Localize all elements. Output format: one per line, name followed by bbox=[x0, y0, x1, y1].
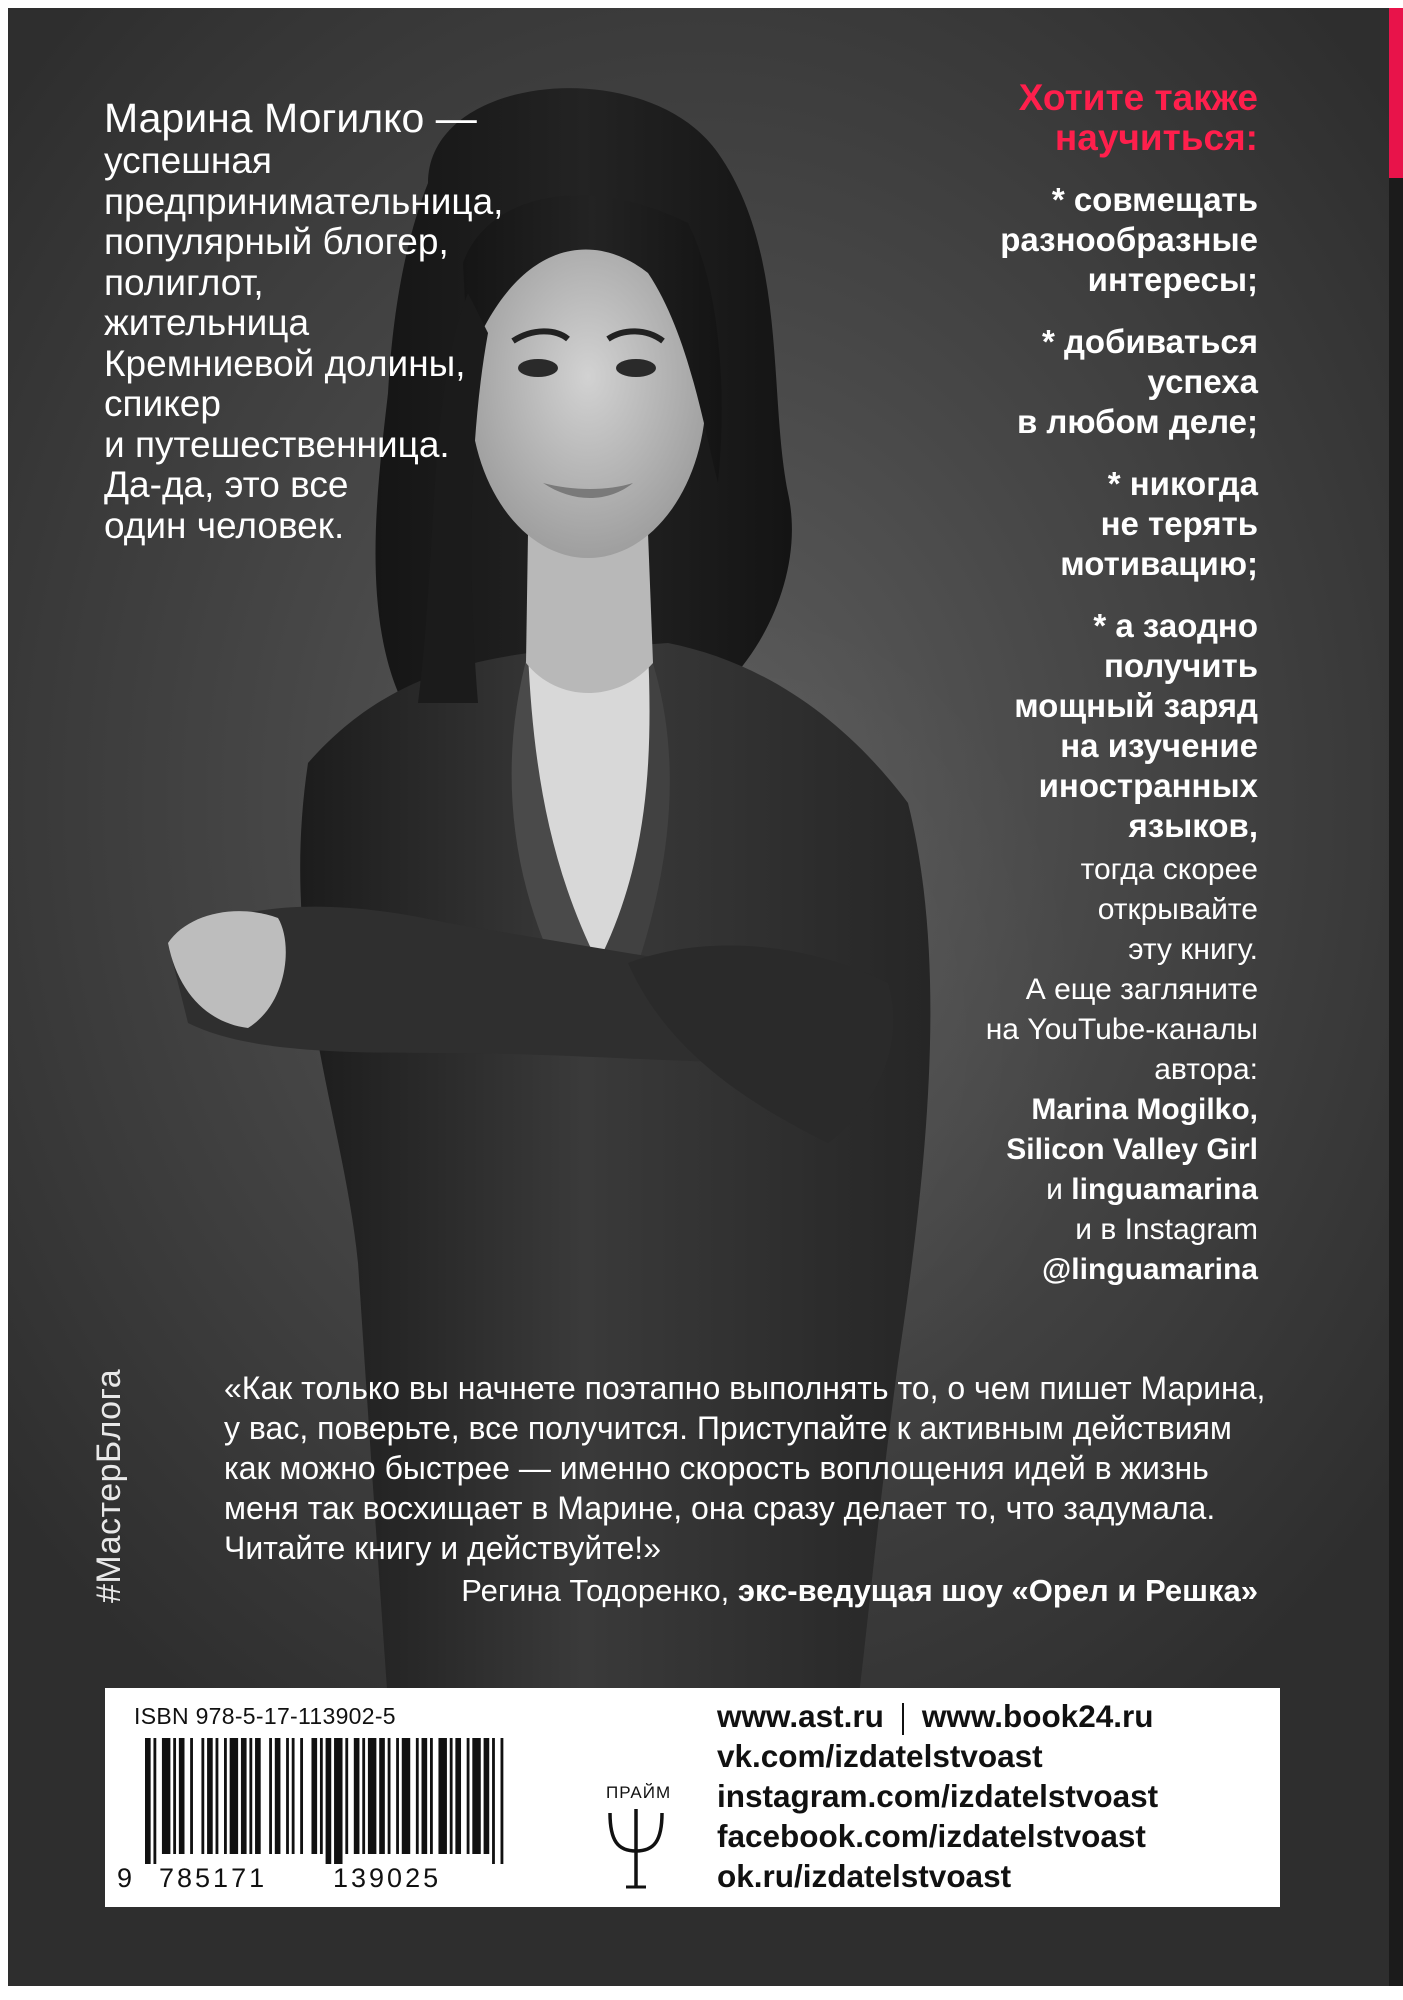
link-book24[interactable]: www.book24.ru bbox=[921, 1698, 1154, 1734]
barcode-bar bbox=[269, 1738, 272, 1854]
barcode-bar bbox=[345, 1738, 348, 1854]
promo-bullet-line: мотивацию; bbox=[1060, 545, 1258, 582]
author-intro-line: полиглот, bbox=[104, 261, 264, 303]
promo-bullet-line: получить bbox=[1103, 647, 1258, 684]
barcode-bar bbox=[286, 1738, 289, 1854]
promo-bullet bbox=[808, 322, 1258, 442]
barcode-bar bbox=[455, 1738, 461, 1854]
back-cover bbox=[8, 8, 1389, 1986]
barcode-bar bbox=[320, 1738, 323, 1854]
publisher-links bbox=[717, 1696, 1158, 1896]
barcode-bar bbox=[201, 1738, 204, 1854]
barcode-bar bbox=[145, 1738, 151, 1864]
promo-bullet-line: не терять bbox=[1100, 505, 1258, 542]
promo-bullet-line: языков, bbox=[1128, 807, 1258, 844]
barcode-digit-group: 9 bbox=[117, 1863, 133, 1893]
barcode-bar bbox=[450, 1738, 453, 1854]
barcode-bar bbox=[492, 1738, 495, 1864]
promo-bullet-line: * совмещать bbox=[1051, 181, 1258, 218]
channel-marina-mogilko: Marina Mogilko, bbox=[1031, 1093, 1258, 1126]
quote-line: Читайте книгу и действуйте!» bbox=[224, 1530, 661, 1566]
link-facebook[interactable]: facebook.com/izdatelstvoast bbox=[717, 1818, 1146, 1854]
promo-invitation-line: эту книгу. bbox=[1128, 933, 1258, 966]
link-ok[interactable]: ok.ru/izdatelstvoast bbox=[717, 1858, 1012, 1894]
promo-bullet-line: на изучение bbox=[1060, 727, 1258, 764]
barcode-bar bbox=[311, 1738, 317, 1854]
barcode-bar bbox=[207, 1738, 213, 1854]
promo-bullet-line: * а заодно bbox=[1093, 607, 1258, 644]
promo-block bbox=[808, 78, 1258, 1290]
promo-bullet-line: в любом деле; bbox=[1016, 403, 1258, 440]
barcode-bar bbox=[173, 1738, 176, 1854]
barcode-bar bbox=[362, 1738, 365, 1854]
author-intro-line: один человек. bbox=[104, 504, 345, 546]
promo-bullet-line: * добиваться bbox=[1041, 323, 1258, 360]
author-intro-line: Кремниевой долины, bbox=[104, 342, 466, 384]
quote-line: как можно быстрее — именно скорость воплощения идей в жизнь bbox=[224, 1450, 1209, 1486]
barcode-bar bbox=[153, 1738, 156, 1864]
barcode-bar bbox=[224, 1738, 227, 1854]
barcode-bar bbox=[472, 1738, 480, 1854]
author-intro-line: успешная bbox=[104, 140, 272, 181]
promo-headline-line: научиться: bbox=[1054, 117, 1258, 158]
instagram-prefix: и в Instagram bbox=[1075, 1213, 1258, 1246]
promo-bullet-line: иностранных bbox=[1038, 767, 1258, 804]
author-intro-line: предпринимательница, bbox=[104, 180, 504, 222]
author-intro-line: популярный блогер, bbox=[104, 221, 449, 262]
testimonial-quote bbox=[224, 1368, 1274, 1568]
promo-bullet-line: * никогда bbox=[1107, 465, 1258, 502]
barcode-bar bbox=[354, 1738, 360, 1854]
instagram-handle: @linguamarina bbox=[1042, 1253, 1258, 1286]
promo-bullet bbox=[808, 464, 1258, 584]
link-vk[interactable]: vk.com/izdatelstvoast bbox=[717, 1738, 1043, 1774]
promo-bullet-line: успеха bbox=[1147, 363, 1258, 400]
channels-conjunction: и bbox=[1046, 1173, 1063, 1206]
barcode-bar bbox=[438, 1738, 446, 1854]
quote-line: у вас, поверьте, все получится. Приступайте к активным действиям bbox=[224, 1410, 1232, 1446]
hashtag-label: #МастерБлога bbox=[90, 1368, 128, 1603]
link-separator bbox=[902, 1703, 904, 1735]
promo-bullet-line: мощный заряд bbox=[1014, 687, 1258, 724]
promo-bullet bbox=[808, 180, 1258, 300]
quote-author-role: экс-ведущая шоу «Орел и Решка» bbox=[737, 1573, 1258, 1608]
barcode-digit-group: 139025 bbox=[333, 1863, 442, 1893]
barcode-bar bbox=[190, 1738, 193, 1854]
barcode-bar bbox=[379, 1738, 385, 1854]
promo-bullet-line: разнообразные bbox=[1000, 221, 1258, 258]
barcode-bar bbox=[241, 1738, 247, 1854]
promo-invitation-line: А еще загляните bbox=[1025, 973, 1258, 1006]
promo-bullet-line: интересы; bbox=[1087, 261, 1258, 298]
promo-invitation-line: на YouTube-каналы bbox=[985, 1013, 1258, 1046]
promo-bullet bbox=[808, 606, 1258, 846]
barcode-bar bbox=[396, 1738, 399, 1854]
isbn-label: ISBN 978-5-17-113902-5 bbox=[134, 1703, 396, 1729]
author-intro-line: жительница bbox=[104, 302, 310, 343]
promo-invitation-line: открывайте bbox=[1097, 893, 1258, 926]
publisher-logo-caption: ПРАЙМ bbox=[606, 1783, 672, 1802]
author-intro-line: и путешественница. bbox=[104, 423, 450, 465]
link-instagram[interactable]: instagram.com/izdatelstvoast bbox=[717, 1778, 1159, 1814]
barcode-bar bbox=[292, 1738, 295, 1854]
quote-author: Регина Тодоренко, bbox=[461, 1573, 730, 1608]
barcode-bar bbox=[484, 1738, 490, 1854]
channel-silicon-valley-girl: Silicon Valley Girl bbox=[1006, 1133, 1258, 1166]
barcode-bar bbox=[402, 1738, 410, 1854]
promo-invitation-line: тогда скорее bbox=[1080, 853, 1258, 886]
barcode-bar bbox=[430, 1738, 433, 1854]
promo-headline bbox=[808, 78, 1258, 158]
barcode-bar bbox=[216, 1738, 219, 1854]
barcode-bar bbox=[368, 1738, 376, 1854]
barcode-bar bbox=[334, 1738, 342, 1864]
quote-line: меня так восхищает в Марине, она сразу делает то, что задумала. bbox=[224, 1490, 1216, 1526]
author-intro bbox=[104, 96, 544, 546]
barcode-digit-group: 785171 bbox=[159, 1863, 268, 1893]
barcode-bar bbox=[275, 1738, 281, 1854]
barcode-bar bbox=[388, 1738, 391, 1854]
barcode-bar bbox=[255, 1738, 261, 1854]
barcode-bar bbox=[162, 1738, 170, 1854]
barcode-bar bbox=[230, 1738, 238, 1854]
author-intro-line: Да-да, это все bbox=[104, 464, 349, 505]
publisher-logo bbox=[604, 1783, 672, 1893]
quote-line: «Как только вы начнете поэтапно выполнять то, о чем пишет Марина, bbox=[224, 1370, 1266, 1406]
psi-icon bbox=[604, 1805, 668, 1895]
barcode-bar bbox=[249, 1738, 252, 1854]
isbn-barcode bbox=[145, 1738, 509, 1864]
accent-stripe bbox=[1389, 8, 1403, 178]
promo-invitation-line: автора: bbox=[1154, 1053, 1258, 1086]
promo-headline-line: Хотите также bbox=[1018, 77, 1258, 118]
barcode-bar bbox=[467, 1738, 470, 1854]
quote-attribution bbox=[461, 1573, 1258, 1609]
author-intro-line: спикер bbox=[104, 383, 221, 424]
barcode-bar bbox=[326, 1738, 332, 1864]
author-name: Марина Могилко — bbox=[104, 95, 477, 141]
barcode-bar bbox=[300, 1738, 303, 1854]
promo-invitation bbox=[808, 850, 1258, 1090]
barcode-bar bbox=[422, 1738, 428, 1854]
channel-linguamarina: linguamarina bbox=[1071, 1173, 1258, 1206]
link-ast[interactable]: www.ast.ru bbox=[717, 1698, 884, 1734]
spine-edge bbox=[1389, 8, 1403, 1986]
barcode-digits bbox=[105, 1863, 509, 1893]
barcode-bar bbox=[501, 1738, 504, 1864]
promo-channels bbox=[808, 1090, 1258, 1290]
barcode-bar bbox=[179, 1738, 185, 1854]
publisher-info-box bbox=[105, 1688, 1280, 1907]
barcode-bar bbox=[416, 1738, 419, 1854]
